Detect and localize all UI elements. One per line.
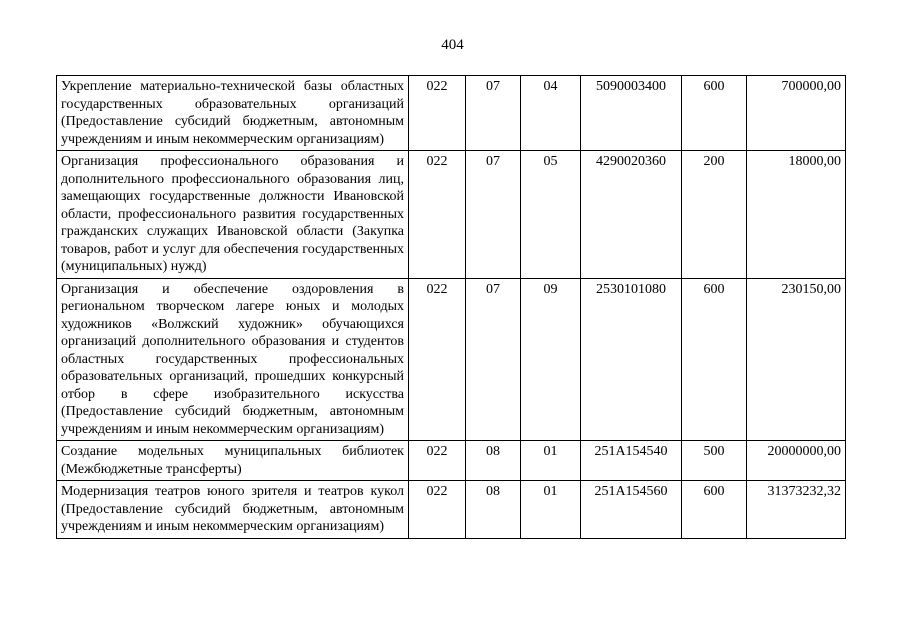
table-row (57, 441, 846, 481)
page-number: 404 (441, 37, 464, 53)
table-row (57, 278, 846, 441)
row-grbs-code: 022 (409, 76, 466, 151)
row-subsection: 04 (521, 76, 581, 151)
row-expense-type: 200 (682, 151, 747, 279)
row-description: Организация профессионального образования и дополнительного профессионального образования лиц, замещающих государственные должности Ивановской области, профессионального развития государственных гражданских служащих Ивановской области (Закупка товаров, работ и услуг для обеспечения государственных (муниципальных) нужд) (57, 151, 409, 279)
row-expense-type: 600 (682, 278, 747, 441)
row-section: 08 (466, 481, 521, 539)
row-description: Организация и обеспечение оздоровления в региональном творческом лагере юных и молодых художников «Волжский художник» обучающихся организаций дополнительного образования и студентов областных государственных профессиональных образовательных организаций, прошедших конкурсный отбор в сфере изобразительного искусства (Предоставление субсидий бюджетным, автономным учреждениям и иным некоммерческим организациям) (57, 278, 409, 441)
row-amount: 18000,00 (747, 151, 846, 279)
table-row (57, 151, 846, 279)
row-grbs-code: 022 (409, 278, 466, 441)
row-target-article: 5090003400 (581, 76, 682, 151)
row-expense-type: 600 (682, 76, 747, 151)
row-section: 08 (466, 441, 521, 481)
row-description: Укрепление материально-технической базы областных государственных образовательных организаций (Предоставление субсидий бюджетным, автономным учреждениям и иным некоммерческим организациям) (57, 76, 409, 151)
row-target-article: 2530101080 (581, 278, 682, 441)
row-subsection: 01 (521, 481, 581, 539)
table-row (57, 76, 846, 151)
budget-table (56, 75, 846, 539)
row-section: 07 (466, 278, 521, 441)
row-grbs-code: 022 (409, 441, 466, 481)
row-amount: 700000,00 (747, 76, 846, 151)
row-target-article: 4290020360 (581, 151, 682, 279)
row-section: 07 (466, 151, 521, 279)
row-expense-type: 500 (682, 441, 747, 481)
row-target-article: 251A154560 (581, 481, 682, 539)
row-expense-type: 600 (682, 481, 747, 539)
row-subsection: 05 (521, 151, 581, 279)
row-subsection: 09 (521, 278, 581, 441)
row-amount: 230150,00 (747, 278, 846, 441)
row-section: 07 (466, 76, 521, 151)
table-row (57, 481, 846, 539)
row-description: Создание модельных муниципальных библиотек (Межбюджетные трансферты) (57, 441, 409, 481)
row-description: Модернизация театров юного зрителя и театров кукол (Предоставление субсидий бюджетным, автономным учреждениям и иным некоммерческим организациям) (57, 481, 409, 539)
row-amount: 20000000,00 (747, 441, 846, 481)
row-subsection: 01 (521, 441, 581, 481)
row-grbs-code: 022 (409, 481, 466, 539)
row-grbs-code: 022 (409, 151, 466, 279)
row-target-article: 251A154540 (581, 441, 682, 481)
row-amount: 31373232,32 (747, 481, 846, 539)
